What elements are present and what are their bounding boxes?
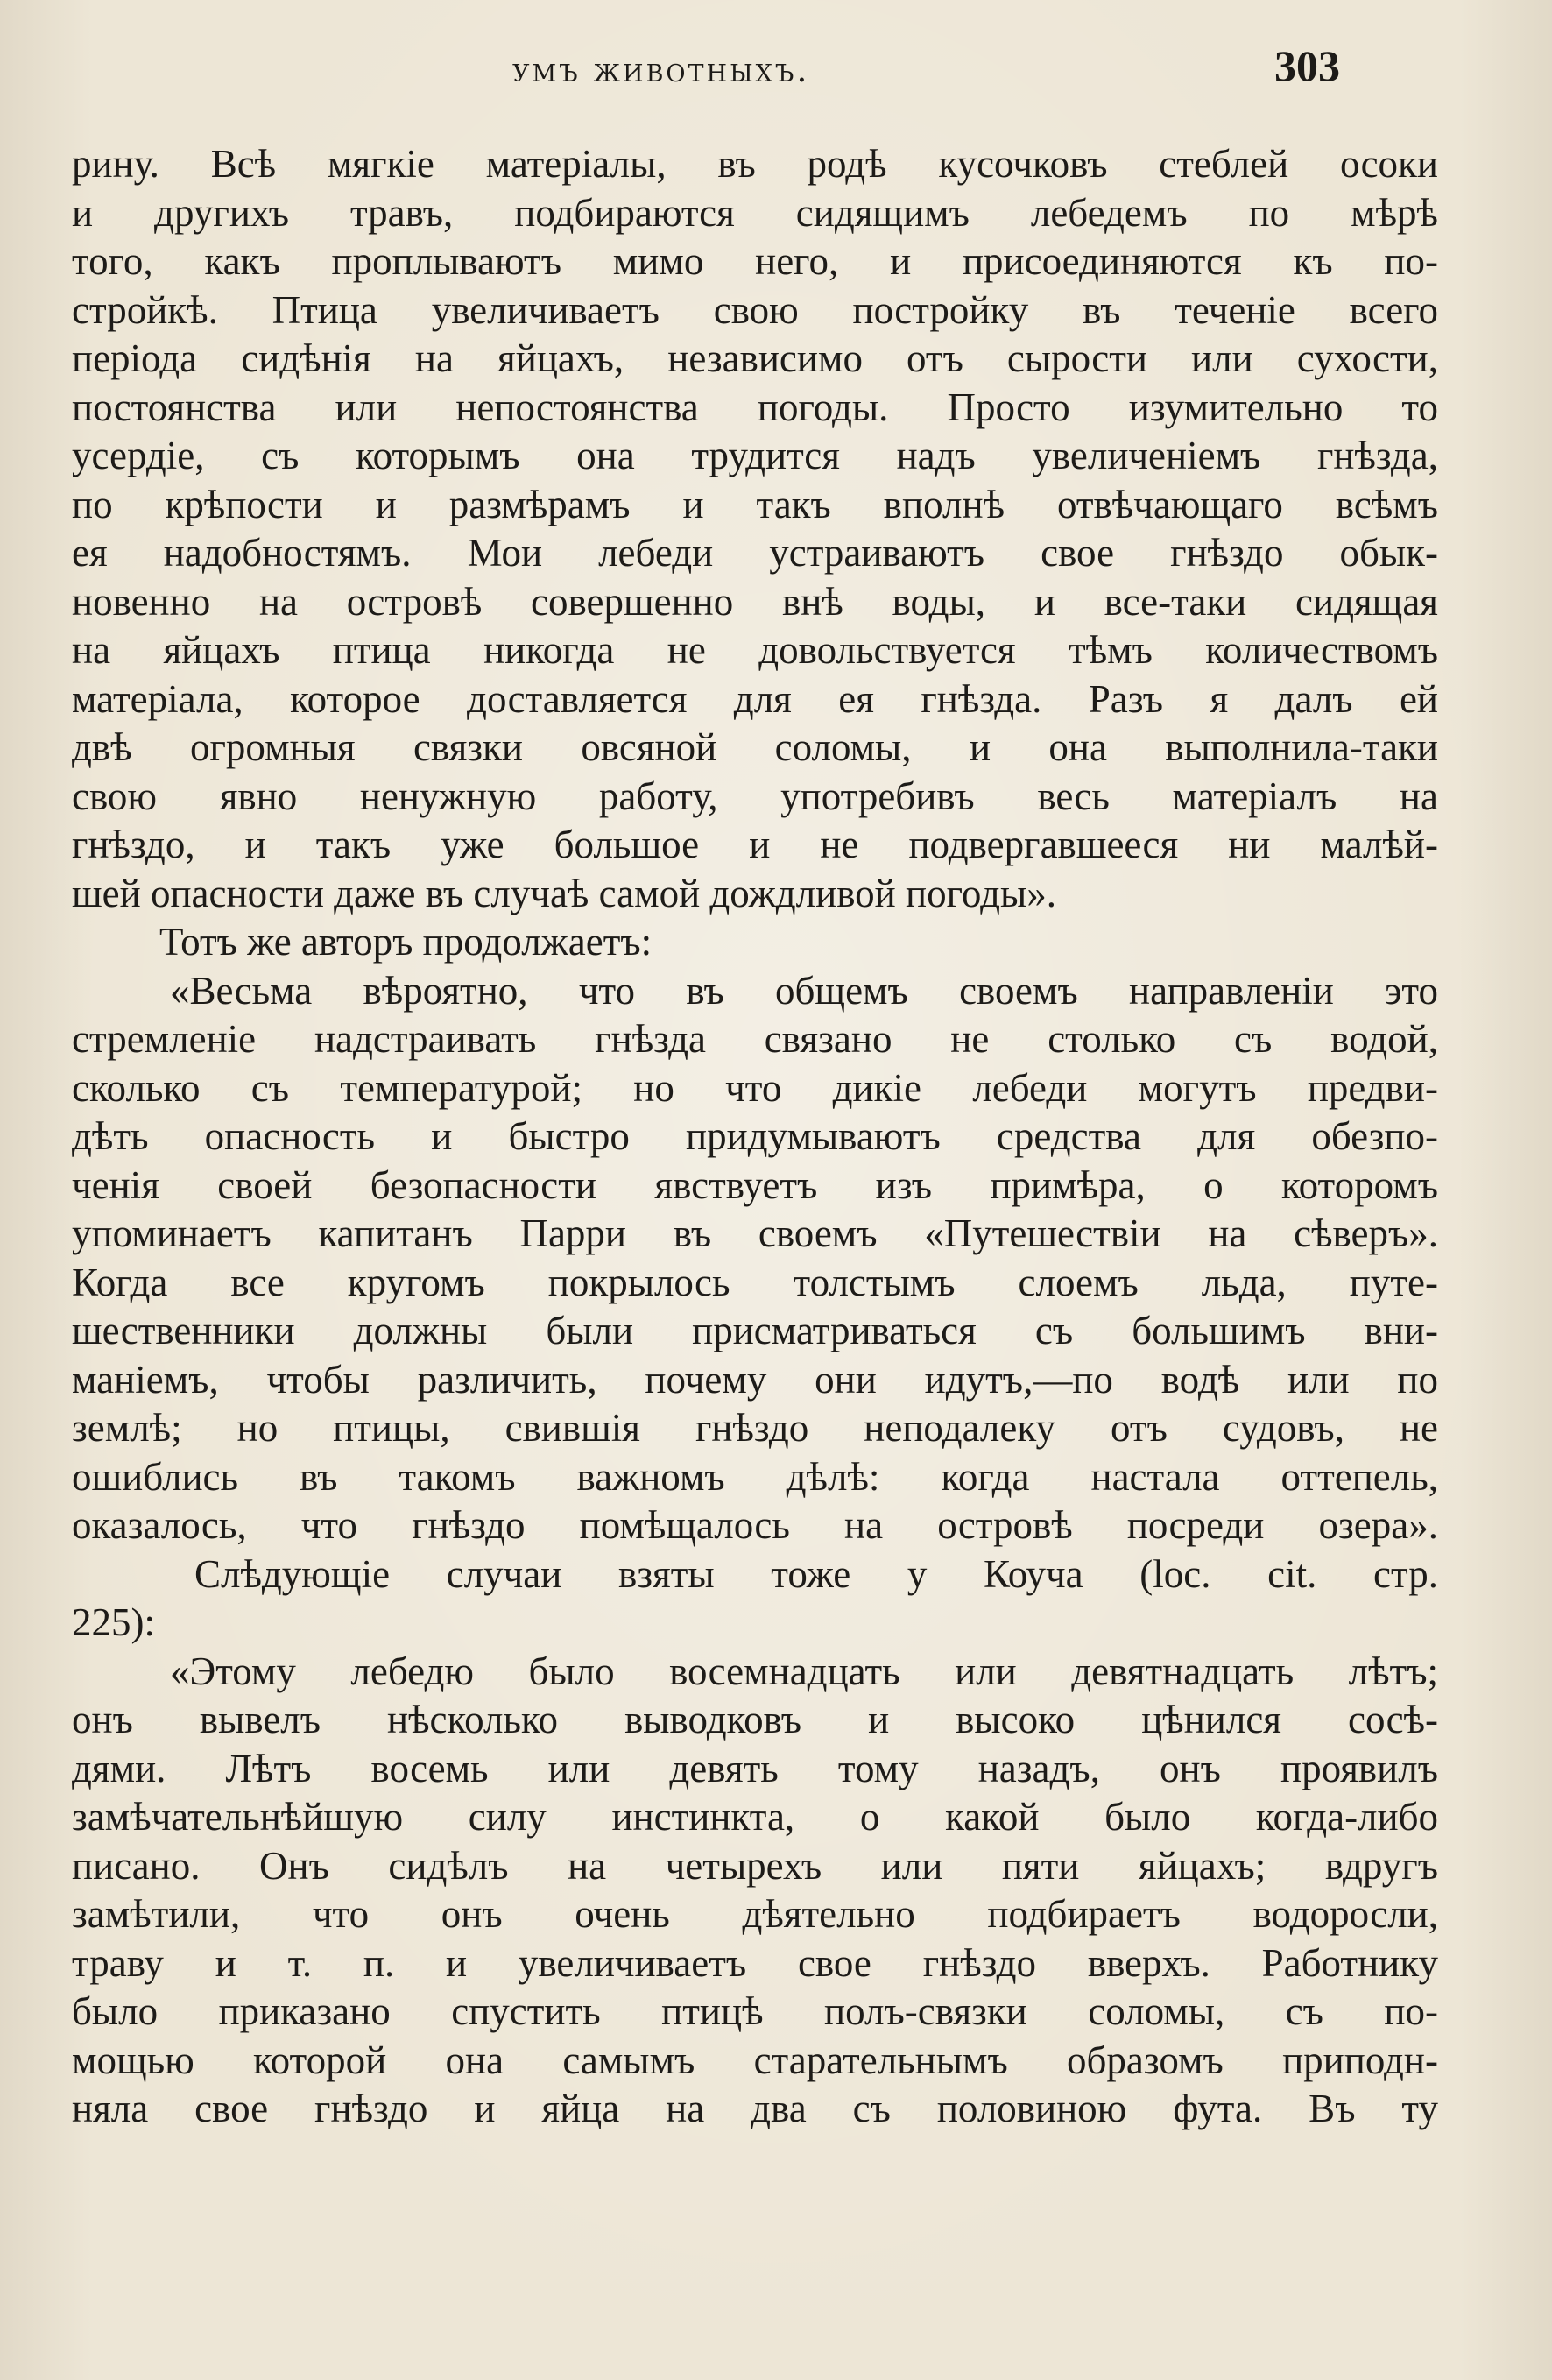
text-line: няла свое гнѣздо и яйца на два съ половиною фута. Въ ту xyxy=(72,2087,1438,2130)
text-line: упоминаетъ капитанъ Парри въ своемъ «Путешествіи на сѣверъ». xyxy=(72,1211,1438,1255)
running-title: умъ животныхъ. xyxy=(512,51,810,89)
text-line: сколько съ температурой; но что дикіе лебеди могутъ предви- xyxy=(72,1065,1438,1110)
text-line: гнѣздо, и такъ уже большое и не подвергавшееся ни малѣй- xyxy=(72,823,1438,866)
running-head xyxy=(0,35,1552,96)
text-line: шественники должны были присматриваться съ большимъ вни- xyxy=(72,1309,1438,1352)
text-line: ея надобностямъ. Мои лебеди устраиваютъ свое гнѣздо обык- xyxy=(72,531,1438,575)
text-line: того, какъ проплываютъ мимо него, и присоединяются къ по- xyxy=(72,239,1438,283)
text-line: 225): xyxy=(72,1600,155,1644)
text-line: двѣ огромныя связки овсяной соломы, и она выполнила-таки xyxy=(72,725,1438,769)
text-line: Тотъ же авторъ продолжаетъ: xyxy=(159,920,653,964)
body-text xyxy=(72,140,1438,2134)
text-line: свою явно ненужную работу, употребивъ весь матеріалъ на xyxy=(72,773,1438,818)
text-line: ченія своей безопасности явствуетъ изъ примѣра, о которомъ xyxy=(72,1162,1438,1207)
text-line: землѣ; но птицы, свившія гнѣздо неподалеку отъ судовъ, не xyxy=(72,1406,1438,1450)
text-line: мощью которой она самымъ старательнымъ образомъ приподн- xyxy=(72,2037,1438,2082)
text-line: періода сидѣнія на яйцахъ, независимо отъ сырости или сухости, xyxy=(72,336,1438,380)
text-line: Слѣдующіе случаи взяты тоже у Коуча (loc. cit. стр. xyxy=(194,1551,1438,1596)
text-line: стремленіе надстраивать гнѣзда связано не столько съ водой, xyxy=(72,1017,1438,1061)
text-line: ошиблись въ такомъ важномъ дѣлѣ: когда настала оттепель, xyxy=(72,1454,1438,1499)
text-line: оказалось, что гнѣздо помѣщалось на островѣ посреди озера». xyxy=(72,1503,1438,1547)
page-number: 303 xyxy=(1274,41,1340,90)
text-line: стройкѣ. Птица увеличиваетъ свою постройку въ теченіе всего xyxy=(72,287,1438,332)
text-line: постоянства или непостоянства погоды. Просто изумительно то xyxy=(72,385,1438,429)
text-line: матеріала, которое доставляется для ея гнѣзда. Разъ я далъ ей xyxy=(72,676,1438,721)
text-line: рину. Всѣ мягкіе матеріалы, въ родѣ кусочковъ стеблей осоки xyxy=(72,142,1438,186)
text-line: было приказано спустить птицѣ полъ-связки соломы, съ по- xyxy=(72,1989,1438,2033)
text-line: замѣчательнѣйшую силу инстинкта, о какой было когда-либо xyxy=(72,1795,1438,1839)
text-line: писано. Онъ сидѣлъ на четырехъ или пяти яйцахъ; вдругъ xyxy=(72,1843,1438,1888)
text-line: шей опасности даже въ случаѣ самой дождливой погоды». xyxy=(72,871,1056,915)
text-line: дѣть опасность и быстро придумываютъ средства для обезпо- xyxy=(72,1114,1438,1158)
text-line: и другихъ травъ, подбираются сидящимъ лебедемъ по мѣрѣ xyxy=(72,190,1438,235)
text-line: дями. Лѣтъ восемь или девять тому назадъ, онъ проявилъ xyxy=(72,1746,1438,1790)
text-line: на яйцахъ птица никогда не довольствуется тѣмъ количествомъ xyxy=(72,628,1438,672)
text-line: «Этому лебедю было восемнадцать или девятнадцать лѣтъ; xyxy=(170,1649,1438,1693)
text-line: новенно на островѣ совершенно внѣ воды, и все-таки сидящая xyxy=(72,579,1438,624)
text-line: усердіе, съ которымъ она трудится надъ увеличеніемъ гнѣзда, xyxy=(72,434,1438,477)
text-line: траву и т. п. и увеличиваетъ свое гнѣздо вверхъ. Работнику xyxy=(72,1940,1438,1985)
text-line: «Весьма вѣроятно, что въ общемъ своемъ направленіи это xyxy=(170,968,1438,1013)
text-line: замѣтили, что онъ очень дѣятельно подбираетъ водоросли, xyxy=(72,1892,1438,1936)
text-line: маніемъ, чтобы различить, почему они идутъ,—по водѣ или по xyxy=(72,1357,1438,1402)
text-line: онъ вывелъ нѣсколько выводковъ и высоко цѣнился сосѣ- xyxy=(72,1698,1438,1741)
text-line: Когда все кругомъ покрылось толстымъ слоемъ льда, путе- xyxy=(72,1260,1438,1304)
text-line: по крѣпости и размѣрамъ и такъ вполнѣ отвѣчающаго всѣмъ xyxy=(72,482,1438,526)
